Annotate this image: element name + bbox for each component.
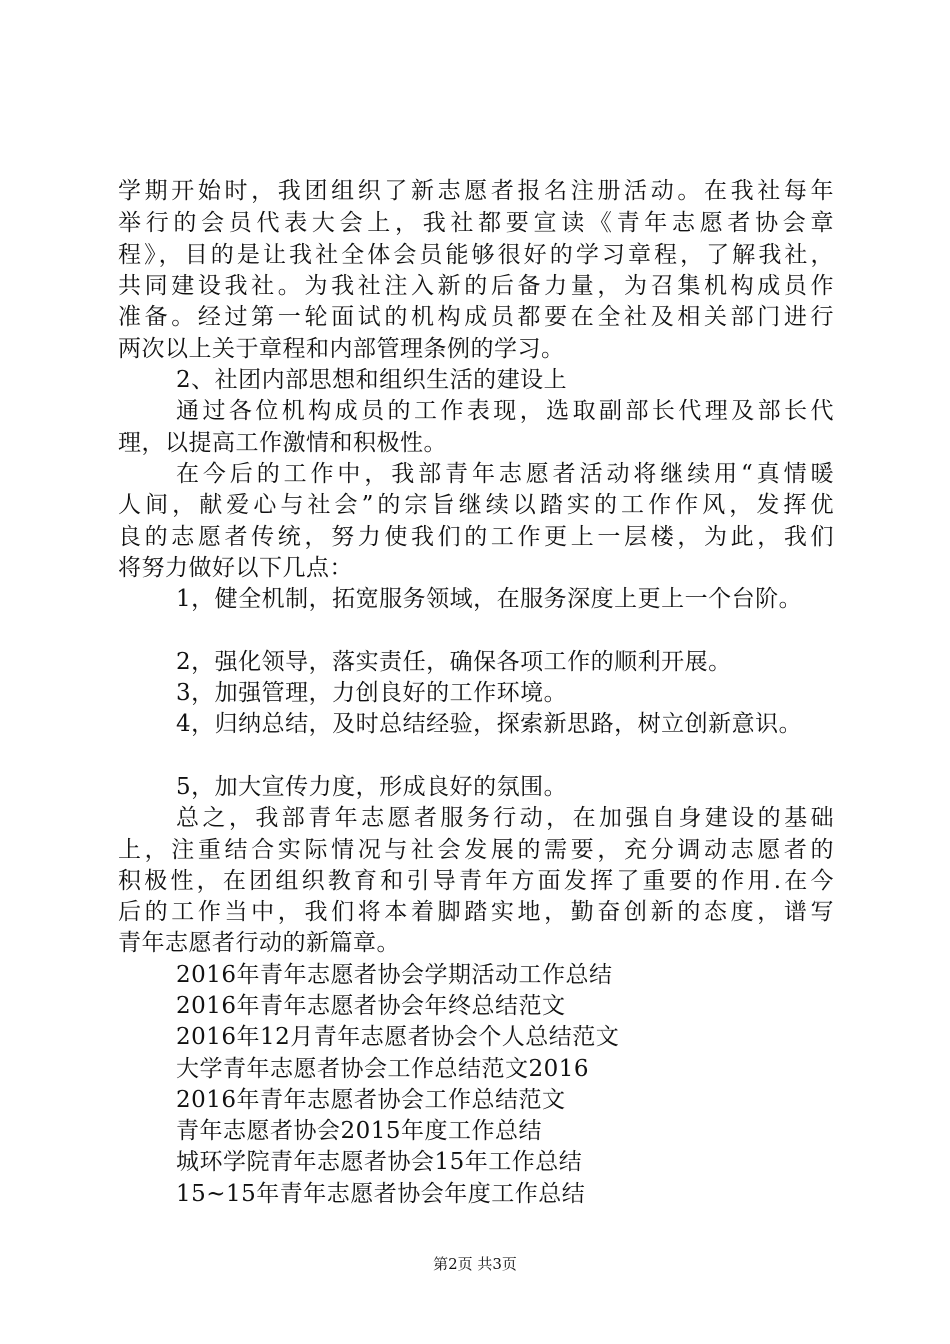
- paragraph-line: 上，注重结合实际情况与社会发展的需要，充分调动志愿者的: [118, 837, 834, 863]
- paragraph-line: 程》，目的是让我社全体会员能够很好的学习章程，了解我社，: [118, 242, 834, 268]
- paragraph-line: 将努力做好以下几点：: [118, 555, 353, 581]
- paragraph-line: 积极性，在团组织教育和引导青年方面发挥了重要的作用.在今: [118, 868, 834, 894]
- related-article-title: 15~15年青年志愿者协会年度工作总结: [176, 1181, 586, 1207]
- list-item: 1，健全机制，拓宽服务领域，在服务深度上更上一个台阶。: [176, 586, 803, 612]
- paragraph-line: 理，以提高工作激情和积极性。: [118, 430, 447, 456]
- related-article-title: 2016年青年志愿者协会年终总结范文: [176, 993, 566, 1019]
- paragraph-line: 共同建设我社。为我社注入新的后备力量，为召集机构成员作: [118, 273, 834, 299]
- paragraph-line: 总之，我部青年志愿者服务行动，在加强自身建设的基础: [176, 805, 834, 831]
- paragraph-line: 青年志愿者行动的新篇章。: [118, 930, 400, 956]
- paragraph-line: 举行的会员代表大会上，我社都要宣读《青年志愿者协会章: [118, 210, 834, 236]
- paragraph-line: 人间，献爱心与社会”的宗旨继续以踏实的工作作风，发挥优: [118, 492, 834, 518]
- paragraph-line: 准备。经过第一轮面试的机构成员都要在全社及相关部门进行: [118, 304, 834, 330]
- list-item: 5，加大宣传力度，形成良好的氛围。: [176, 774, 568, 800]
- paragraph-line: 在今后的工作中，我部青年志愿者活动将继续用“真情暖: [176, 461, 834, 487]
- list-item: 3，加强管理，力创良好的工作环境。: [176, 680, 568, 706]
- paragraph-line: 后的工作当中，我们将本着脚踏实地，勤奋创新的态度，谱写: [118, 899, 834, 925]
- page-number-footer: 第2页 共3页: [433, 1255, 517, 1273]
- section-heading: 2、社团内部思想和组织生活的建设上: [176, 367, 568, 393]
- paragraph-line: 良的志愿者传统，努力使我们的工作更上一层楼，为此，我们: [118, 524, 834, 550]
- list-item: 2，强化领导，落实责任，确保各项工作的顺利开展。: [176, 649, 732, 675]
- paragraph-line: 通过各位机构成员的工作表现，选取副部长代理及部长代: [176, 398, 834, 424]
- paragraph-line: 学期开始时，我团组织了新志愿者报名注册活动。在我社每年: [118, 178, 834, 204]
- related-article-title: 2016年青年志愿者协会学期活动工作总结: [176, 962, 613, 988]
- list-item: 4，归纳总结，及时总结经验，探索新思路，树立创新意识。: [176, 711, 803, 737]
- paragraph-line: 两次以上关于章程和内部管理条例的学习。: [118, 336, 565, 362]
- related-article-title: 城环学院青年志愿者协会15年工作总结: [176, 1149, 583, 1175]
- related-article-title: 2016年12月青年志愿者协会个人总结范文: [176, 1024, 620, 1050]
- related-article-title: 青年志愿者协会2015年度工作总结: [176, 1118, 543, 1144]
- related-article-title: 2016年青年志愿者协会工作总结范文: [176, 1087, 566, 1113]
- related-article-title: 大学青年志愿者协会工作总结范文2016: [176, 1056, 590, 1082]
